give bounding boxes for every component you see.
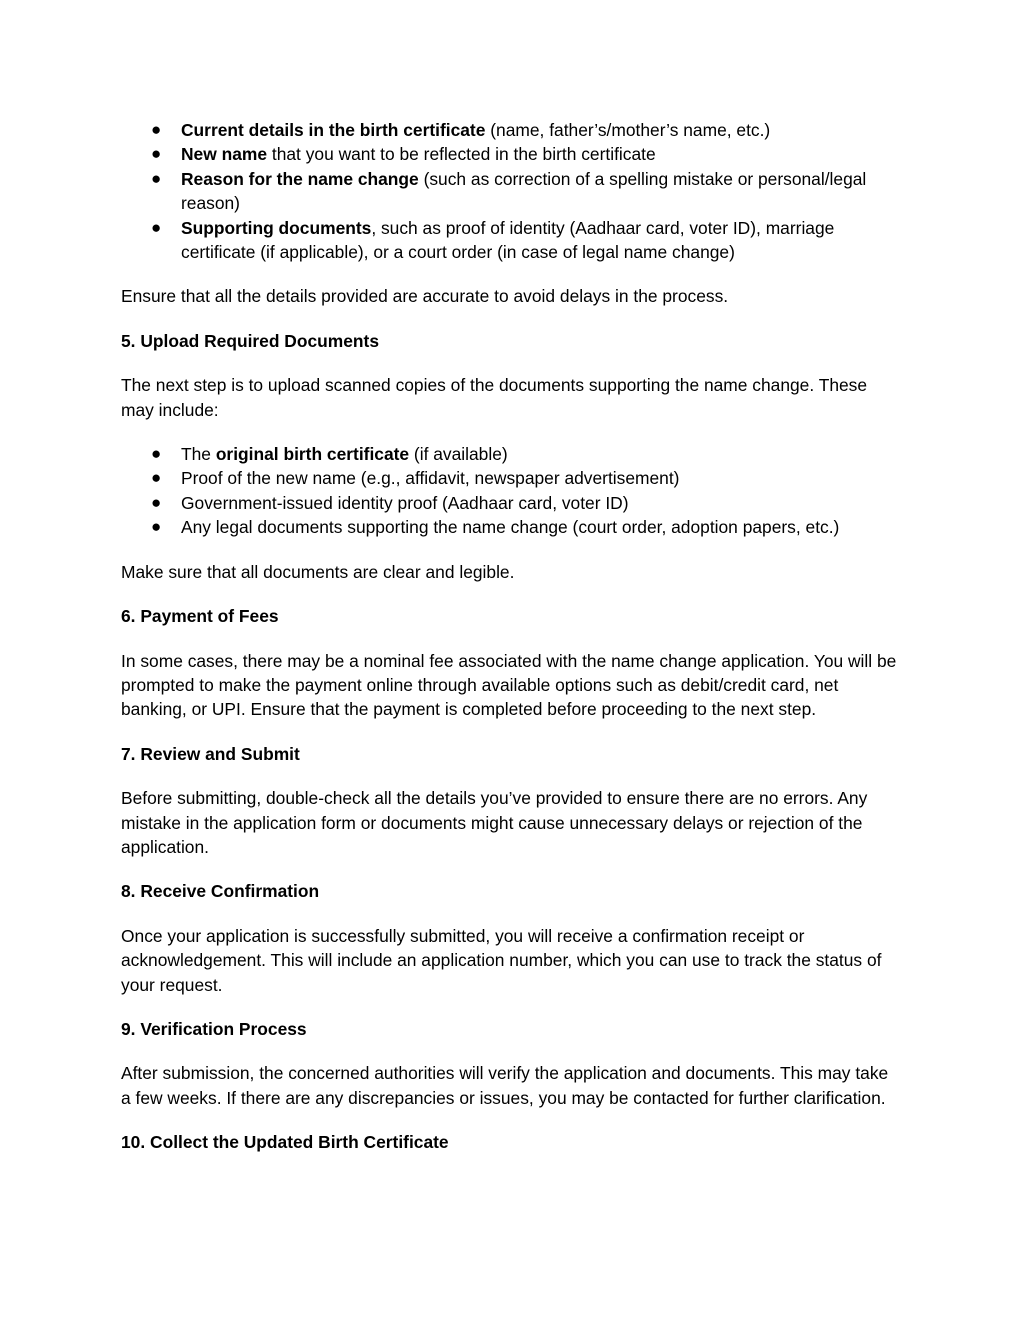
heading-review-and-submit: 7. Review and Submit — [121, 743, 300, 764]
list-item-bold: Supporting documents — [181, 217, 372, 238]
paragraph-verification-process: After submission, the concerned authorities will verify the application and documents. This may take a few weeks. If there are any discrepancies or issues, you may be contacted for further clarification. — [121, 1063, 889, 1108]
heading-payment-of-fees: 6. Payment of Fees — [121, 606, 279, 627]
documents-list — [121, 442, 901, 540]
list-item-text: Proof of the new name (e.g., affidavit, newspaper advertisement) — [181, 468, 680, 489]
paragraph-receive-confirmation: Once your application is successfully submitted, you will receive a confirmation receipt or acknowledgement. This will include an application number, which you can use to track the status of your request. — [121, 925, 882, 995]
list-item-text: (if available) — [409, 444, 508, 465]
bullet-icon: ● — [151, 517, 162, 537]
heading-upload-documents: 5. Upload Required Documents — [121, 330, 379, 351]
list-item-bold: Reason for the name change — [181, 168, 419, 189]
list-item — [121, 142, 901, 166]
paragraph-review-and-submit: Before submitting, double-check all the details you’ve provided to ensure there are no errors. Any mistake in the application form or documents might cause unnecessary delays or rejection of the application. — [121, 788, 868, 857]
list-item — [121, 491, 901, 515]
list-item-text: that you want to be reflected in the birth certificate — [267, 144, 656, 165]
list-item-text: , such as proof of identity (Aadhaar card, voter ID), marriage certificate (if applicable), or a court order (in case of legal name change) — [181, 217, 835, 263]
paragraph-legible: Make sure that all documents are clear and legible. — [121, 561, 515, 582]
list-item — [121, 118, 901, 142]
bullet-icon: ● — [151, 168, 162, 188]
list-item-text: Any legal documents supporting the name change (court order, adoption papers, etc.) — [181, 517, 840, 538]
bullet-icon: ● — [151, 120, 162, 139]
list-item-text: Government-issued identity proof (Aadhaar card, voter ID) — [181, 492, 629, 513]
list-item-text: The — [181, 444, 216, 465]
heading-receive-confirmation: 8. Receive Confirmation — [121, 881, 320, 902]
heading-verification-process: 9. Verification Process — [121, 1018, 307, 1039]
bullet-icon: ● — [151, 217, 162, 237]
document-page — [121, 118, 901, 1155]
list-item-bold: original birth certificate — [215, 444, 410, 465]
bullet-icon: ● — [151, 492, 162, 512]
list-item-bold: Current details in the birth certificate — [181, 120, 486, 140]
bullet-icon: ● — [151, 444, 162, 464]
list-item — [121, 466, 901, 490]
list-item — [121, 167, 901, 216]
list-item-text: (name, father’s/mother’s name, etc.) — [485, 120, 771, 140]
bullet-icon: ● — [151, 468, 162, 488]
bullet-icon: ● — [151, 144, 162, 164]
list-item — [121, 442, 901, 466]
paragraph-payment-of-fees: In some cases, there may be a nominal fee associated with the name change application. You will be prompted to make the payment online through available options such as debit/credit card, net banking, or UPI. Ensure that the payment is completed before proceeding to the next step. — [121, 650, 897, 720]
paragraph-accuracy: Ensure that all the details provided are accurate to avoid delays in the process. — [121, 286, 729, 307]
list-item — [121, 515, 901, 539]
list-item — [121, 216, 901, 265]
paragraph-upload-documents: The next step is to upload scanned copies of the documents supporting the name change. These may include: — [121, 375, 868, 420]
list-item-text: (such as correction of a spelling mistake or personal/legal reason) — [181, 168, 867, 214]
heading-collect-certificate: 10. Collect the Updated Birth Certificate — [121, 1132, 449, 1153]
required-details-list — [121, 118, 901, 264]
list-item-bold: New name — [181, 144, 268, 165]
